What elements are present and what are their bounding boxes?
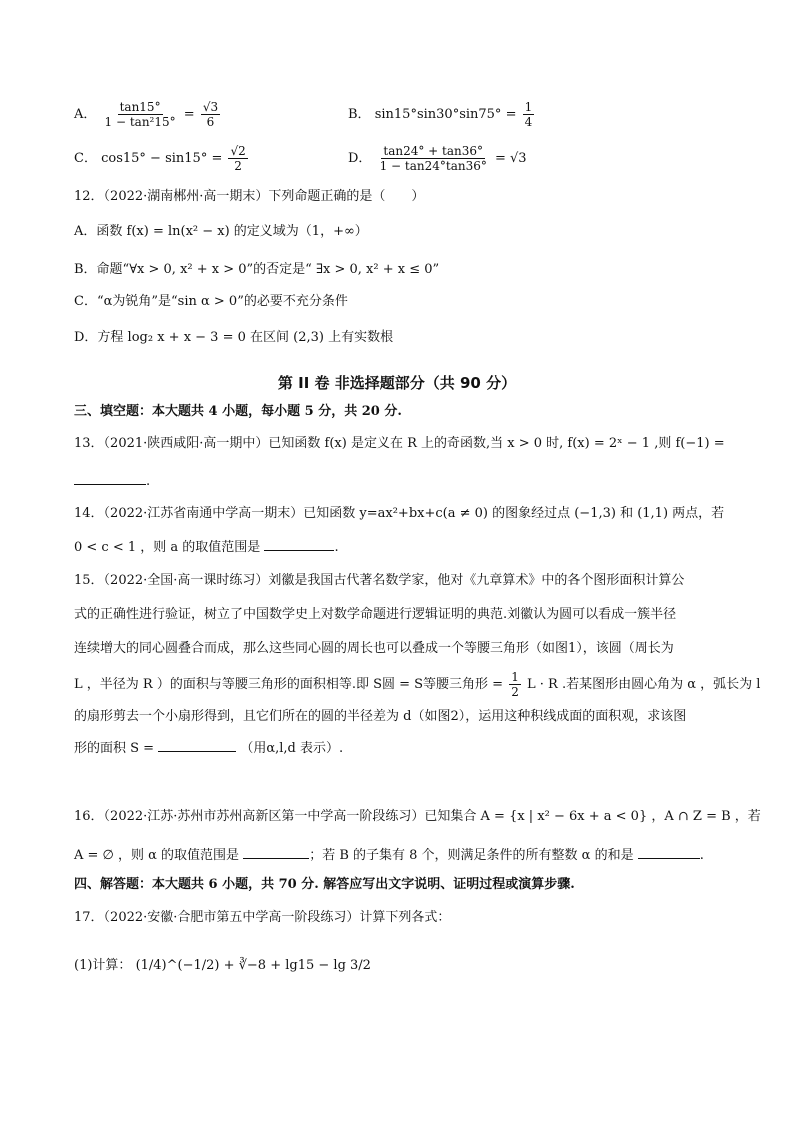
option-text: cos15° − sin15° = [101,151,223,166]
fraction-numerator: √3 [202,100,219,114]
q15-line4 [74,670,760,699]
fraction-numerator: 1 [524,100,533,114]
q16-text: ；若 B 的子集有 8 个，则满足条件的所有整数 α 的和是 [309,848,634,863]
q12-option-d: D．方程 log₂ x + x − 3 = 0 在区间 (2,3) 上有实数根 [74,330,394,345]
q12-stem: 12．（2022·湖南郴州·高一期末）下列命题正确的是（ ） [74,189,425,204]
period: . [699,848,704,863]
q15-line5: 的扇形剪去一个小扇形得到，且它们所在的圆的半径差为 d（如图2），运用这种积线成面的面积观，求该图 [74,709,687,724]
q15-text: （用α,l,d 表示）. [240,741,344,756]
q12-option-b: B．命题“∀x > 0, x² + x > 0”的否定是“ ∃x > 0, x² + x ≤ 0” [74,262,440,277]
option-label: C． [74,151,97,166]
option-label: A． [74,107,97,122]
fraction-numerator: √2 [230,144,246,158]
q12-option-a: A．函数 f(x) = ln(x² − x) 的定义域为（1，+∞） [74,224,368,239]
q15-line1: 15．（2022·全国·高一课时练习）刘徽是我国古代著名数学家，他对《九章算术》中的各个图形面积计算公 [74,573,685,588]
fraction-denominator: 1 − tan24°tan36° [379,159,487,173]
option-label: D． [348,151,372,166]
q11-option-b [348,100,536,129]
fraction-denominator: 1 − tan²15° [104,115,176,129]
fraction-denominator: 6 [206,115,215,129]
q11-option-c [74,144,250,173]
fraction [103,100,178,129]
q13-line2 [74,472,150,491]
math-expression: (1/4)^(−1/2) + ∛−8 + lg15 − lg 3/2 [135,958,371,973]
q14-line1: 14．（2022·江苏省南通中学高一期末）已知函数 y=ax²+bx+c(a ≠ 0) 的图象经过点 (−1,3) 和 (1,1) 两点，若 [74,506,725,521]
q17-part1 [74,957,371,975]
answer-blank[interactable] [243,846,309,859]
q13-line1: 13．（2021·陕西咸阳·高一期中）已知函数 f(x) 是定义在 R 上的奇函数,当 x > 0 时, f(x) = 2ˣ − 1 ,则 f(−1) = [74,436,725,451]
fraction-denominator: 4 [524,115,533,129]
q16-text: A = ∅ ，则 α 的取值范围是 [74,848,240,863]
fraction [228,144,247,173]
q17-stem: 17．（2022·安徽·合肥市第五中学高一阶段练习）计算下列各式： [74,910,451,925]
fraction-denominator: 2 [234,159,242,173]
answer-blank[interactable] [158,739,236,752]
fraction-denominator: 2 [511,685,519,699]
answer-blank[interactable] [74,472,146,485]
answer-blank[interactable] [264,538,334,551]
q15-line2: 式的正确性进行验证，树立了中国数学史上对数学命题进行逻辑证明的典范.刘徽认为圆可以看成一簇半径 [74,607,677,622]
q15-line6 [74,739,343,758]
equals: = [183,107,195,122]
q16-line2 [74,846,704,865]
fraction [201,100,220,129]
fraction-numerator: tan15° [119,100,161,114]
fraction [523,100,535,129]
q11-option-d [348,144,527,173]
q15-text: 形的面积 S = [74,741,155,756]
answer-heading: 四、解答题：本大题共 6 小题，共 70 分. 解答应写出文字说明、证明过程或演算步骤. [74,877,575,892]
fraction-numerator: 1 [511,670,519,684]
part-label: (1)计算： [74,958,132,973]
q14-text: 0 < c < 1 ，则 a 的取值范围是 [74,540,261,555]
fill-heading: 三、填空题：本大题共 4 小题，每小题 5 分，共 20 分. [74,404,402,419]
q12-option-c: C．“α为锐角”是“sin α > 0”的必要不充分条件 [74,294,348,309]
period: . [334,540,339,555]
q11-option-a [74,100,222,129]
period: . [146,474,151,489]
q16-line1: 16．（2022·江苏·苏州市苏州高新区第一中学高一阶段练习）已知集合 A = {x | x² − 6x + a < 0} ，A ∩ Z = B ，若 [74,809,761,824]
q15-line3: 连续增大的同心圆叠合而成，那么这些同心圆的周长也可以叠成一个等腰三角形（如图1），该圆（周长为 [74,641,674,656]
answer-blank[interactable] [638,846,700,859]
q15-text: L ，半径为 R ）的面积与等腰三角形的面积相等.即 S圆 = S等腰三角形 = [74,677,508,692]
fraction-numerator: tan24° + tan36° [383,144,484,158]
fraction [509,670,521,699]
section-title: 第 II 卷 非选择题部分（共 90 分） [277,374,517,392]
equals: = √3 [495,151,527,166]
option-label: B． [348,107,371,122]
fraction [378,144,489,173]
option-text: sin15°sin30°sin75° = [374,107,517,122]
q15-text: L · R .若某图形由圆心角为 α ，弧长为 l [527,677,761,692]
q14-line2 [74,538,339,557]
